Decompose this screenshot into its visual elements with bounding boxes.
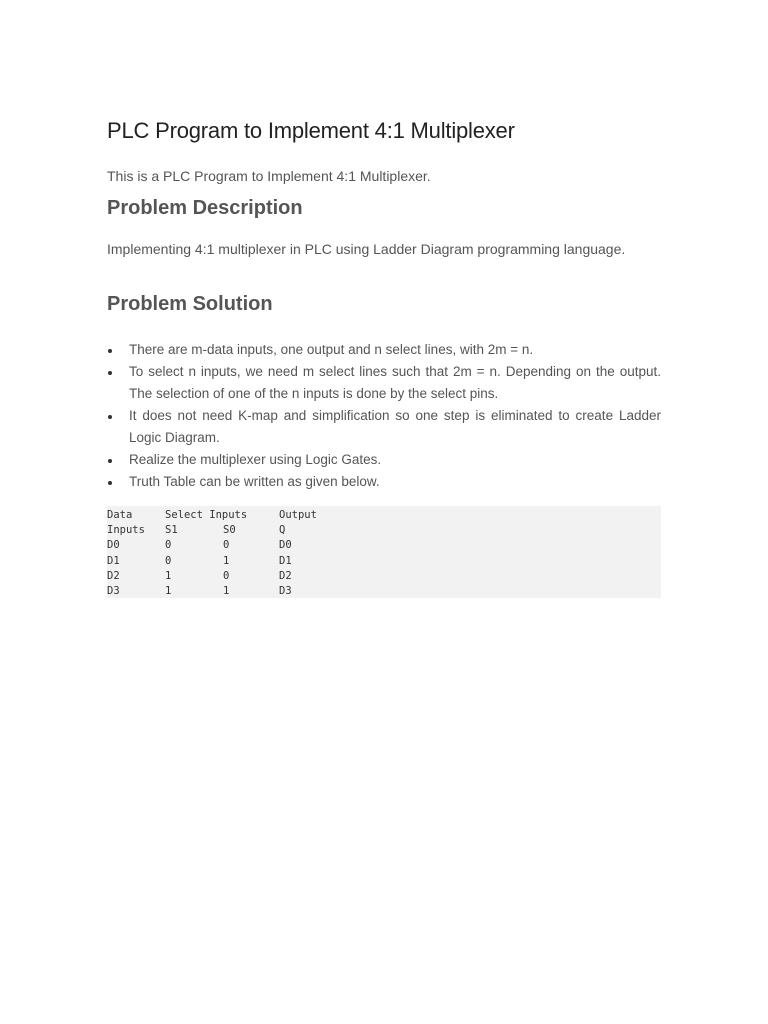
list-item: It does not need K-map and simplification so one step is eliminated to create Ladder Logic Diagram. <box>107 405 661 449</box>
table-cell: Data <box>107 509 133 521</box>
table-cell: Inputs <box>107 524 145 537</box>
page-title: PLC Program to Implement 4:1 Multiplexer <box>107 118 515 143</box>
table-cell: D3 <box>279 585 292 598</box>
list-item: Realize the multiplexer using Logic Gates. <box>107 449 661 471</box>
table-cell: 1 <box>165 569 172 582</box>
table-cell: 0 <box>223 539 230 552</box>
table-cell: 1 <box>165 585 172 598</box>
table-row <box>107 508 661 523</box>
table-row <box>107 538 661 553</box>
table-cell: D2 <box>107 569 120 582</box>
table-cell: D0 <box>107 539 120 552</box>
problem-description-heading: Problem Description <box>107 197 303 219</box>
table-row <box>107 523 661 538</box>
table-cell: S0 <box>223 524 236 537</box>
table-cell: D2 <box>279 569 292 582</box>
table-cell: 1 <box>223 585 230 598</box>
table-cell: D1 <box>107 554 120 567</box>
problem-solution-heading: Problem Solution <box>107 293 273 315</box>
table-cell: 1 <box>223 554 230 567</box>
table-cell: D0 <box>279 539 292 552</box>
table-cell: D3 <box>107 585 120 598</box>
table-cell: D1 <box>279 554 292 567</box>
table-row <box>107 554 661 569</box>
list-item: There are m-data inputs, one output and n select lines, with 2m = n. <box>107 339 661 361</box>
truth-table-code-block <box>107 506 661 598</box>
table-cell: 0 <box>165 554 172 567</box>
intro-text: This is a PLC Program to Implement 4:1 Multiplexer. <box>107 168 431 184</box>
table-cell: S1 <box>165 524 178 537</box>
table-cell: Q <box>279 524 286 537</box>
table-row <box>107 584 661 599</box>
table-cell: 0 <box>223 569 230 582</box>
table-cell: Output <box>279 509 317 521</box>
table-cell: 0 <box>165 539 172 552</box>
list-item: Truth Table can be written as given below. <box>107 471 661 493</box>
table-cell: Select Inputs <box>165 509 248 521</box>
problem-description-text: Implementing 4:1 multiplexer in PLC using Ladder Diagram programming language. <box>107 241 626 257</box>
list-item: To select n inputs, we need m select lines such that 2m = n. Depending on the output. The selection of one of the n inputs is done by the select pins. <box>107 361 661 405</box>
table-row <box>107 569 661 584</box>
solution-list <box>107 339 661 493</box>
